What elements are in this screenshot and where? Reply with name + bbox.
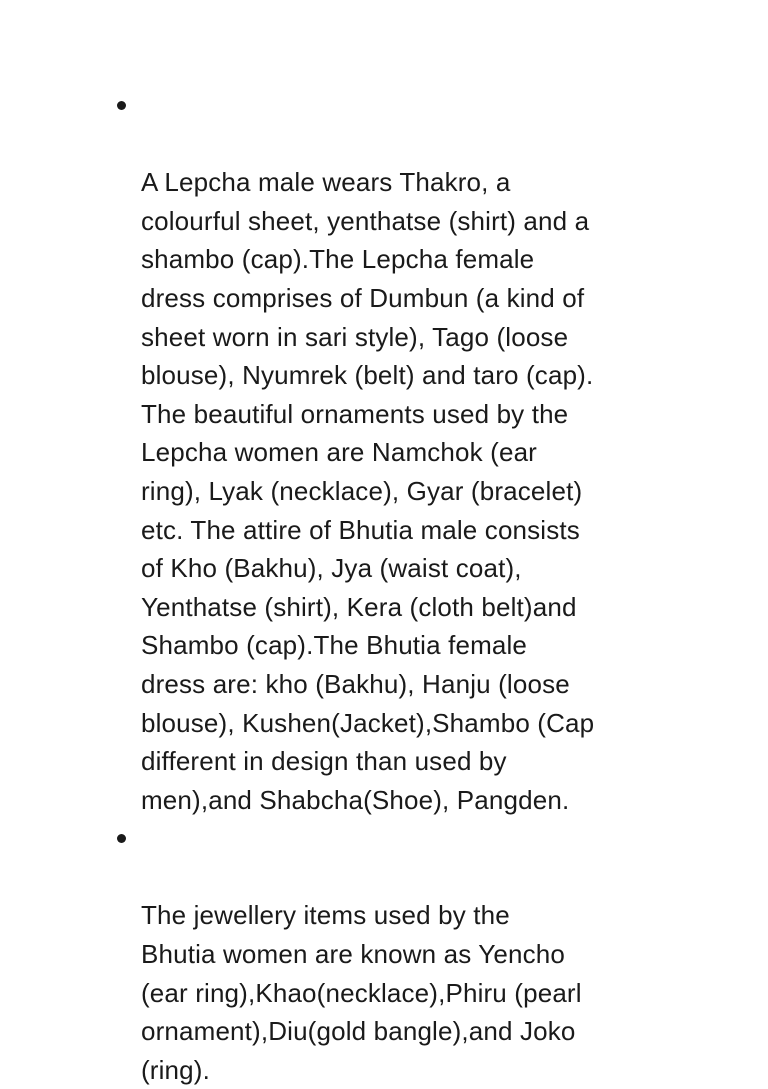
list-item — [114, 819, 694, 1089]
bullet-icon — [117, 834, 126, 843]
list-item — [114, 86, 694, 819]
bullet-icon — [117, 101, 126, 110]
bullet-text: The jewellery items used by the Bhutia women are known as Yencho (ear ring),Khao(necklace),Phiru (pearl ornament),Diu(gold bangle),and Joko (ring). — [141, 900, 582, 1085]
bullet-text: A Lepcha male wears Thakro, a colourful sheet, yenthatse (shirt) and a shambo (cap).The Lepcha female dress comprises of Dumbun (a kind of sheet worn in sari style), Tago (loose blouse), Nyumrek (belt) and taro (cap). The beautiful ornaments used by the Lepcha women are Namchok (ear ring), Lyak (necklace), Gyar (bracelet) etc. The attire of Bhutia male consists of Kho (Bakhu), Jya (waist coat), Yenthatse (shirt), Kera (cloth belt)and Shambo (cap).The Bhutia female dress are: kho (Bakhu), Hanju (loose blouse), Kushen(Jacket),Shambo (Cap different in design than used by men),and Shabcha(Shoe), Pangden. — [141, 167, 595, 815]
bullet-list — [114, 86, 694, 1089]
